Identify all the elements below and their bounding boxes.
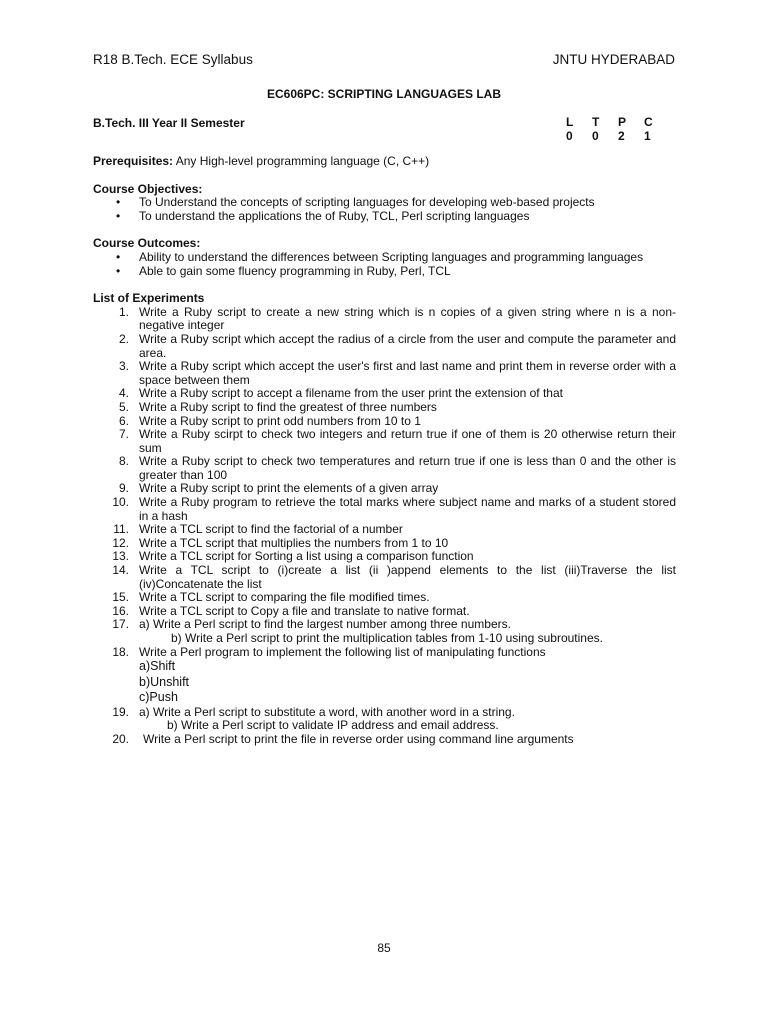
ltpc-value-l: 0 xyxy=(566,129,573,143)
bullet-icon: • xyxy=(116,208,121,223)
experiment-item: 17. a) Write a Perl script to find the largest number among three numbers. b) Write a Perl script to print the multiplication tables from 1-10 using subroutines. xyxy=(93,618,676,645)
bullet-icon: • xyxy=(116,263,121,278)
ltpc-value-c: 1 xyxy=(644,129,651,143)
ltpc-label-c: C xyxy=(644,115,653,129)
header-right: JNTU HYDERABAD xyxy=(552,52,675,67)
function-push: c)Push xyxy=(139,690,178,705)
experiment-item: 6. Write a Ruby script to print odd numbers from 10 to 1 xyxy=(118,413,421,428)
experiment-item: 19. a) Write a Perl script to substitute a word, with another word in a string. b) Write a Perl script to validate IP address and email address. xyxy=(93,706,676,733)
outcomes-heading: Course Outcomes: xyxy=(93,236,201,251)
experiment-item: 2. Write a Ruby script which accept the radius of a circle from the user and compute the parameter and area. xyxy=(118,331,676,360)
objectives-list xyxy=(93,196,676,223)
function-unshift: b)Unshift xyxy=(139,674,190,689)
page-number: 85 xyxy=(377,941,391,955)
ltpc-value-t: 0 xyxy=(592,129,599,143)
objectives-heading: Course Objectives: xyxy=(93,181,203,196)
ltpc-table xyxy=(566,115,670,143)
list-item: • Ability to understand the differences between Scripting languages and programming languages xyxy=(116,249,644,264)
ltpc-labels xyxy=(566,115,670,129)
experiment-item: 18. Write a Perl program to implement the following list of manipulating functions a)Shift b)Unshift c)Push xyxy=(93,646,676,706)
experiment-item: 15. Write a TCL script to comparing the file modified times. xyxy=(112,590,430,605)
experiment-item: 4. Write a Ruby script to accept a filename from the user print the extension of that xyxy=(118,386,563,401)
experiment-19b: b) Write a Perl script to validate IP address and email address. xyxy=(167,718,499,733)
experiment-17a: a) Write a Perl script to find the largest number among three numbers. xyxy=(139,617,511,632)
experiment-item: 16. Write a TCL script to Copy a file and translate to native format. xyxy=(112,603,470,618)
experiment-19a: a) Write a Perl script to substitute a word, with another word in a string. xyxy=(139,704,515,719)
syllabus-content xyxy=(93,155,676,746)
experiment-item: 10. Write a Ruby program to retrieve the total marks where subject name and marks of a student stored in a hash xyxy=(112,495,676,523)
experiment-item: 14. Write a TCL script to (i)create a list (ii )append elements to the list (iii)Traverse the list (iv)Concatenate the list xyxy=(112,563,676,591)
ltpc-value-p: 2 xyxy=(618,129,625,143)
semester-label: B.Tech. III Year II Semester xyxy=(93,116,245,130)
experiments-list xyxy=(93,306,676,747)
prerequisites-text: Any High-level programming language (C, C++) xyxy=(175,154,430,168)
bullet-icon: • xyxy=(116,249,121,264)
experiment-17b: b) Write a Perl script to print the multiplication tables from 1-10 using subroutines. xyxy=(171,631,603,645)
experiment-item: 9. Write a Ruby script to print the elements of a given array xyxy=(118,481,439,496)
experiment-item: 3. Write a Ruby script which accept the user's first and last name and print them in reverse order with a space between them xyxy=(118,359,676,387)
ltpc-values xyxy=(566,129,670,143)
prerequisites-label: Prerequisites: xyxy=(93,154,174,168)
prerequisites xyxy=(93,155,676,169)
experiment-item: 13. Write a TCL script for Sorting a list using a comparison function xyxy=(112,549,474,564)
function-shift: a)Shift xyxy=(139,659,176,674)
ltpc-label-p: P xyxy=(618,115,627,129)
experiments-heading: List of Experiments xyxy=(93,291,205,306)
experiment-item: 8. Write a Ruby script to check two temperatures and return true if one is less than 0 and the other is greater than 100 xyxy=(118,454,676,482)
ltpc-label-t: T xyxy=(592,115,600,129)
experiment-item: 12. Write a TCL script that multiplies the numbers from 1 to 10 xyxy=(112,535,449,550)
experiment-item: 11. Write a TCL script to find the factorial of a number xyxy=(113,522,403,537)
outcomes-list xyxy=(93,251,676,278)
course-title: EC606PC: SCRIPTING LANGUAGES LAB xyxy=(266,87,502,101)
list-item: • To Understand the concepts of scripting languages for developing web-based projects xyxy=(116,195,595,210)
list-item: • To understand the applications the of Ruby, TCL, Perl scripting languages xyxy=(116,208,530,223)
list-item: • Able to gain some fluency programming in Ruby, Perl, TCL xyxy=(116,263,451,278)
experiment-item: 1. Write a Ruby script to create a new string which is n copies of a given string where n is a non-negative integer xyxy=(118,304,676,333)
bullet-icon: • xyxy=(116,195,121,210)
header-left: R18 B.Tech. ECE Syllabus xyxy=(93,52,253,67)
experiment-item: 20. Write a Perl script to print the file in reverse order using command line arguments xyxy=(112,731,574,746)
experiment-item: 5. Write a Ruby script to find the greatest of three numbers xyxy=(118,399,437,414)
experiment-item: 7. Write a Ruby scirpt to check two integers and return true if one of them is 20 otherwise return their sum xyxy=(118,427,676,455)
ltpc-label-l: L xyxy=(566,115,574,129)
